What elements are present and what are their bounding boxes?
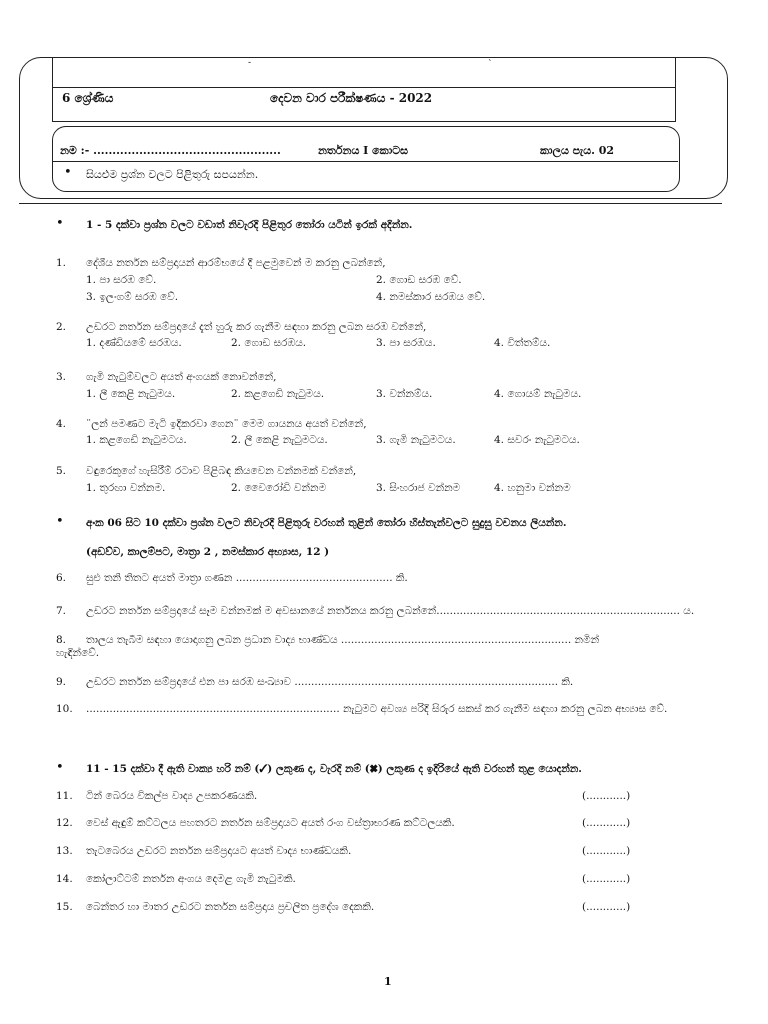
- question-number: 13.: [56, 845, 73, 857]
- option[interactable]: 2. ලී කෙළි නැටුමටය.: [231, 434, 328, 446]
- question-number: 10.: [56, 703, 73, 715]
- question-number: 1.: [56, 257, 67, 269]
- header-divider: [52, 87, 675, 88]
- instruction-text: සියළුම ප්‍රශ්න වලට පිළිතුරු සපයන්න.: [86, 168, 259, 181]
- question-text: දේශීය නර්තන සම්ප්‍රදායන් ආරම්භයේ දී පළමුවෙන් ම කරනු ලබන්නේ,: [86, 257, 386, 269]
- fill-blank-question[interactable]: සුළු තනි තිතට අයත් මාත්‍රා ගණන ............................................... කි.: [86, 572, 408, 584]
- question-number: 15.: [56, 901, 73, 913]
- option[interactable]: 4. නමස්කාර සරඹය වේ.: [376, 291, 486, 303]
- grade-label: 6 ශ්‍රේණිය: [62, 91, 114, 105]
- fill-blank-question[interactable]: උඩරට නර්තන සම්ප්‍රදායේ එන පා සරඹ සංඛ්‍යාව ............................................................................... කි.: [86, 676, 574, 688]
- option[interactable]: 2. වෛරෝඩි වන්නම: [231, 482, 327, 494]
- question-number: 4.: [56, 418, 67, 430]
- fill-blank-question[interactable]: ............................................................................ නැටුමට අවශ්‍ය පරිදි සිරුර සකස් කර ගැනීම සඳහා කරනු ලබන අභ්‍යාස වේ.: [86, 703, 668, 715]
- top-mark: -: [248, 58, 252, 68]
- question-text: උඩරට නර්තන සම්ප්‍රදායේ දැත් හුරු කර ගැනීම සඳහා කරනු ලබන සරඹ වන්නේ,: [86, 321, 427, 333]
- answer-bracket[interactable]: (............): [582, 790, 631, 802]
- option[interactable]: 3. පා සරඹය.: [376, 337, 436, 349]
- question-number: 9.: [56, 676, 67, 688]
- option[interactable]: 4. හනුමා වන්නම: [494, 482, 571, 494]
- true-false-question: තැටබෙරය උඩරට නර්තන සම්ප්‍රදායට අයත් වාද්‍ය භාණ්ඩයකි.: [86, 845, 352, 857]
- option[interactable]: 1. පා සරඹ වේ.: [86, 274, 157, 286]
- top-rule: [19, 203, 722, 204]
- answer-bracket[interactable]: (............): [582, 901, 631, 913]
- subject-label: නර්තනය I කොටස: [318, 144, 409, 157]
- question-number: 11.: [56, 790, 73, 802]
- page-number: 1: [384, 975, 392, 988]
- question-number: 12.: [56, 817, 73, 829]
- question-number: 2.: [56, 321, 67, 333]
- time-label: කාලය පැය. 02: [540, 144, 615, 157]
- section1-heading: 1 - 5 දක්වා ප්‍රශ්න වලට වඩාත් නිවැරදි පිළිතුර තෝරා යටින් ඉරක් අදින්න.: [86, 219, 413, 231]
- question-number: 3.: [56, 371, 67, 383]
- exam-title: දෙවන වාර පරීක්ෂණය - 2022: [270, 91, 433, 105]
- question-number: 14.: [56, 873, 73, 885]
- true-false-question: ටින් බෙරය විකල්ප වාද්‍ය උපකරණයකි.: [86, 790, 258, 802]
- top-mark-2: `: [488, 60, 493, 70]
- section3-heading: 11 - 15 දක්වා දී ඇති වාක්‍ය හරි නම් (✓) ලකුණ ද, වැරදි නම් (✖) ලකුණ ද ඉදිරියේ ඇති වරහන් තුළ යොදන්න.: [86, 763, 582, 775]
- option[interactable]: 4. සවරං නැටුමටය.: [494, 434, 580, 446]
- question-text: වඳුරෙකුගේ හැසිරීම් රටාව පිළිබඳ කියවෙන වන්නමක් වන්නේ,: [86, 465, 357, 477]
- option[interactable]: 1. තුරඟා වන්නම.: [86, 482, 166, 494]
- option[interactable]: 3. ඉලංගම් සරඹ වේ.: [86, 291, 179, 303]
- option[interactable]: 2. ගොඩ සරඹය.: [231, 337, 307, 349]
- option[interactable]: 3. සිංහරාජ වන්නම: [376, 482, 461, 494]
- section3-bullet: •: [56, 760, 64, 775]
- question-number: 5.: [56, 465, 67, 477]
- question-number: 7.: [56, 605, 67, 617]
- header-title-box: [52, 57, 676, 122]
- question-text: ගැමි නැටුම්වලට අයත් අංගයක් නොවන්නේ,: [86, 371, 277, 383]
- section1-bullet: •: [56, 216, 64, 231]
- instruction-bullet: •: [64, 165, 72, 180]
- answer-bracket[interactable]: (............): [582, 845, 631, 857]
- header-info-box: [52, 126, 680, 192]
- true-false-question: කෝලාට්ටම් නර්තන අංගය දෙමළ ගැමි නැටුමකි.: [86, 873, 296, 885]
- option[interactable]: 2. ගොඩ සරඹ වේ.: [376, 274, 462, 286]
- option[interactable]: 1. කළගෙඩි නැටුමටය.: [86, 434, 187, 446]
- true-false-question: බෙන්තර හා මාතර උඩරට නර්තන සම්ප්‍රදාය ප්‍රචලිත ප්‍රදේශ දෙකකි.: [86, 901, 375, 913]
- header-info-divider: [52, 161, 678, 162]
- option[interactable]: 4. ගොයම් නැටුමය.: [494, 388, 582, 400]
- option[interactable]: 4. විත්තම්ය.: [494, 337, 551, 349]
- name-field[interactable]: නම :- .................................................: [60, 144, 281, 157]
- option[interactable]: 1. ලී කෙළි නැටුමය.: [86, 388, 176, 400]
- option[interactable]: 2. කළගෙඩි නැටුමය.: [231, 388, 325, 400]
- word-bank: (අඩව්ව, කාලම්පට, මාත්‍රා 2 , නමස්කාර අභ්‍යාස, 12 ): [86, 546, 330, 558]
- true-false-question: වෙස් ඇඳුම් කට්ටලය පහතරට නර්තන සම්ප්‍රදායට අයත් රංග වස්ත්‍රාභරණ කට්ටලයකි.: [86, 817, 455, 829]
- option[interactable]: 1. දණ්ඩියමේ සරඹය.: [86, 337, 182, 349]
- question-number: 6.: [56, 572, 67, 584]
- fill-blank-question[interactable]: උඩරට නර්තන සම්ප්‍රදායේ සෑම වන්නමක් ම අවසානයේ නර්තනය කරනු ලබන්නේ......................................................................... ය.: [86, 605, 695, 617]
- answer-bracket[interactable]: (............): [582, 873, 631, 885]
- option[interactable]: 3. ගැමි නැටුමටය.: [376, 434, 456, 446]
- fill-blank-continuation: හැඳින්වේ.: [56, 647, 100, 659]
- question-number: 8.: [56, 634, 67, 646]
- question-text: ¨ලන් පමණට මැටි ඉදිකරවා ගෙන¨ මෙම ගායනය අයත් වන්නේ,: [86, 418, 367, 430]
- option[interactable]: 3. වන්නම්ය.: [376, 388, 433, 400]
- answer-bracket[interactable]: (............): [582, 817, 631, 829]
- fill-blank-question[interactable]: තාලය තැබීම සඳහා යොදාගනු ලබන ප්‍රධාන වාද්‍ය භාණ්ඩය ..................................................................... නමින්: [86, 634, 600, 646]
- section2-heading: අංක 06 සිට 10 දක්වා ප්‍රශ්න වලට නිවැරදි පිළිතුරු වරහන් තුළින් තෝරා හිස්තැන්වලට සුදුසු වචනය ලියන්න.: [86, 517, 567, 529]
- section2-bullet: •: [56, 514, 64, 529]
